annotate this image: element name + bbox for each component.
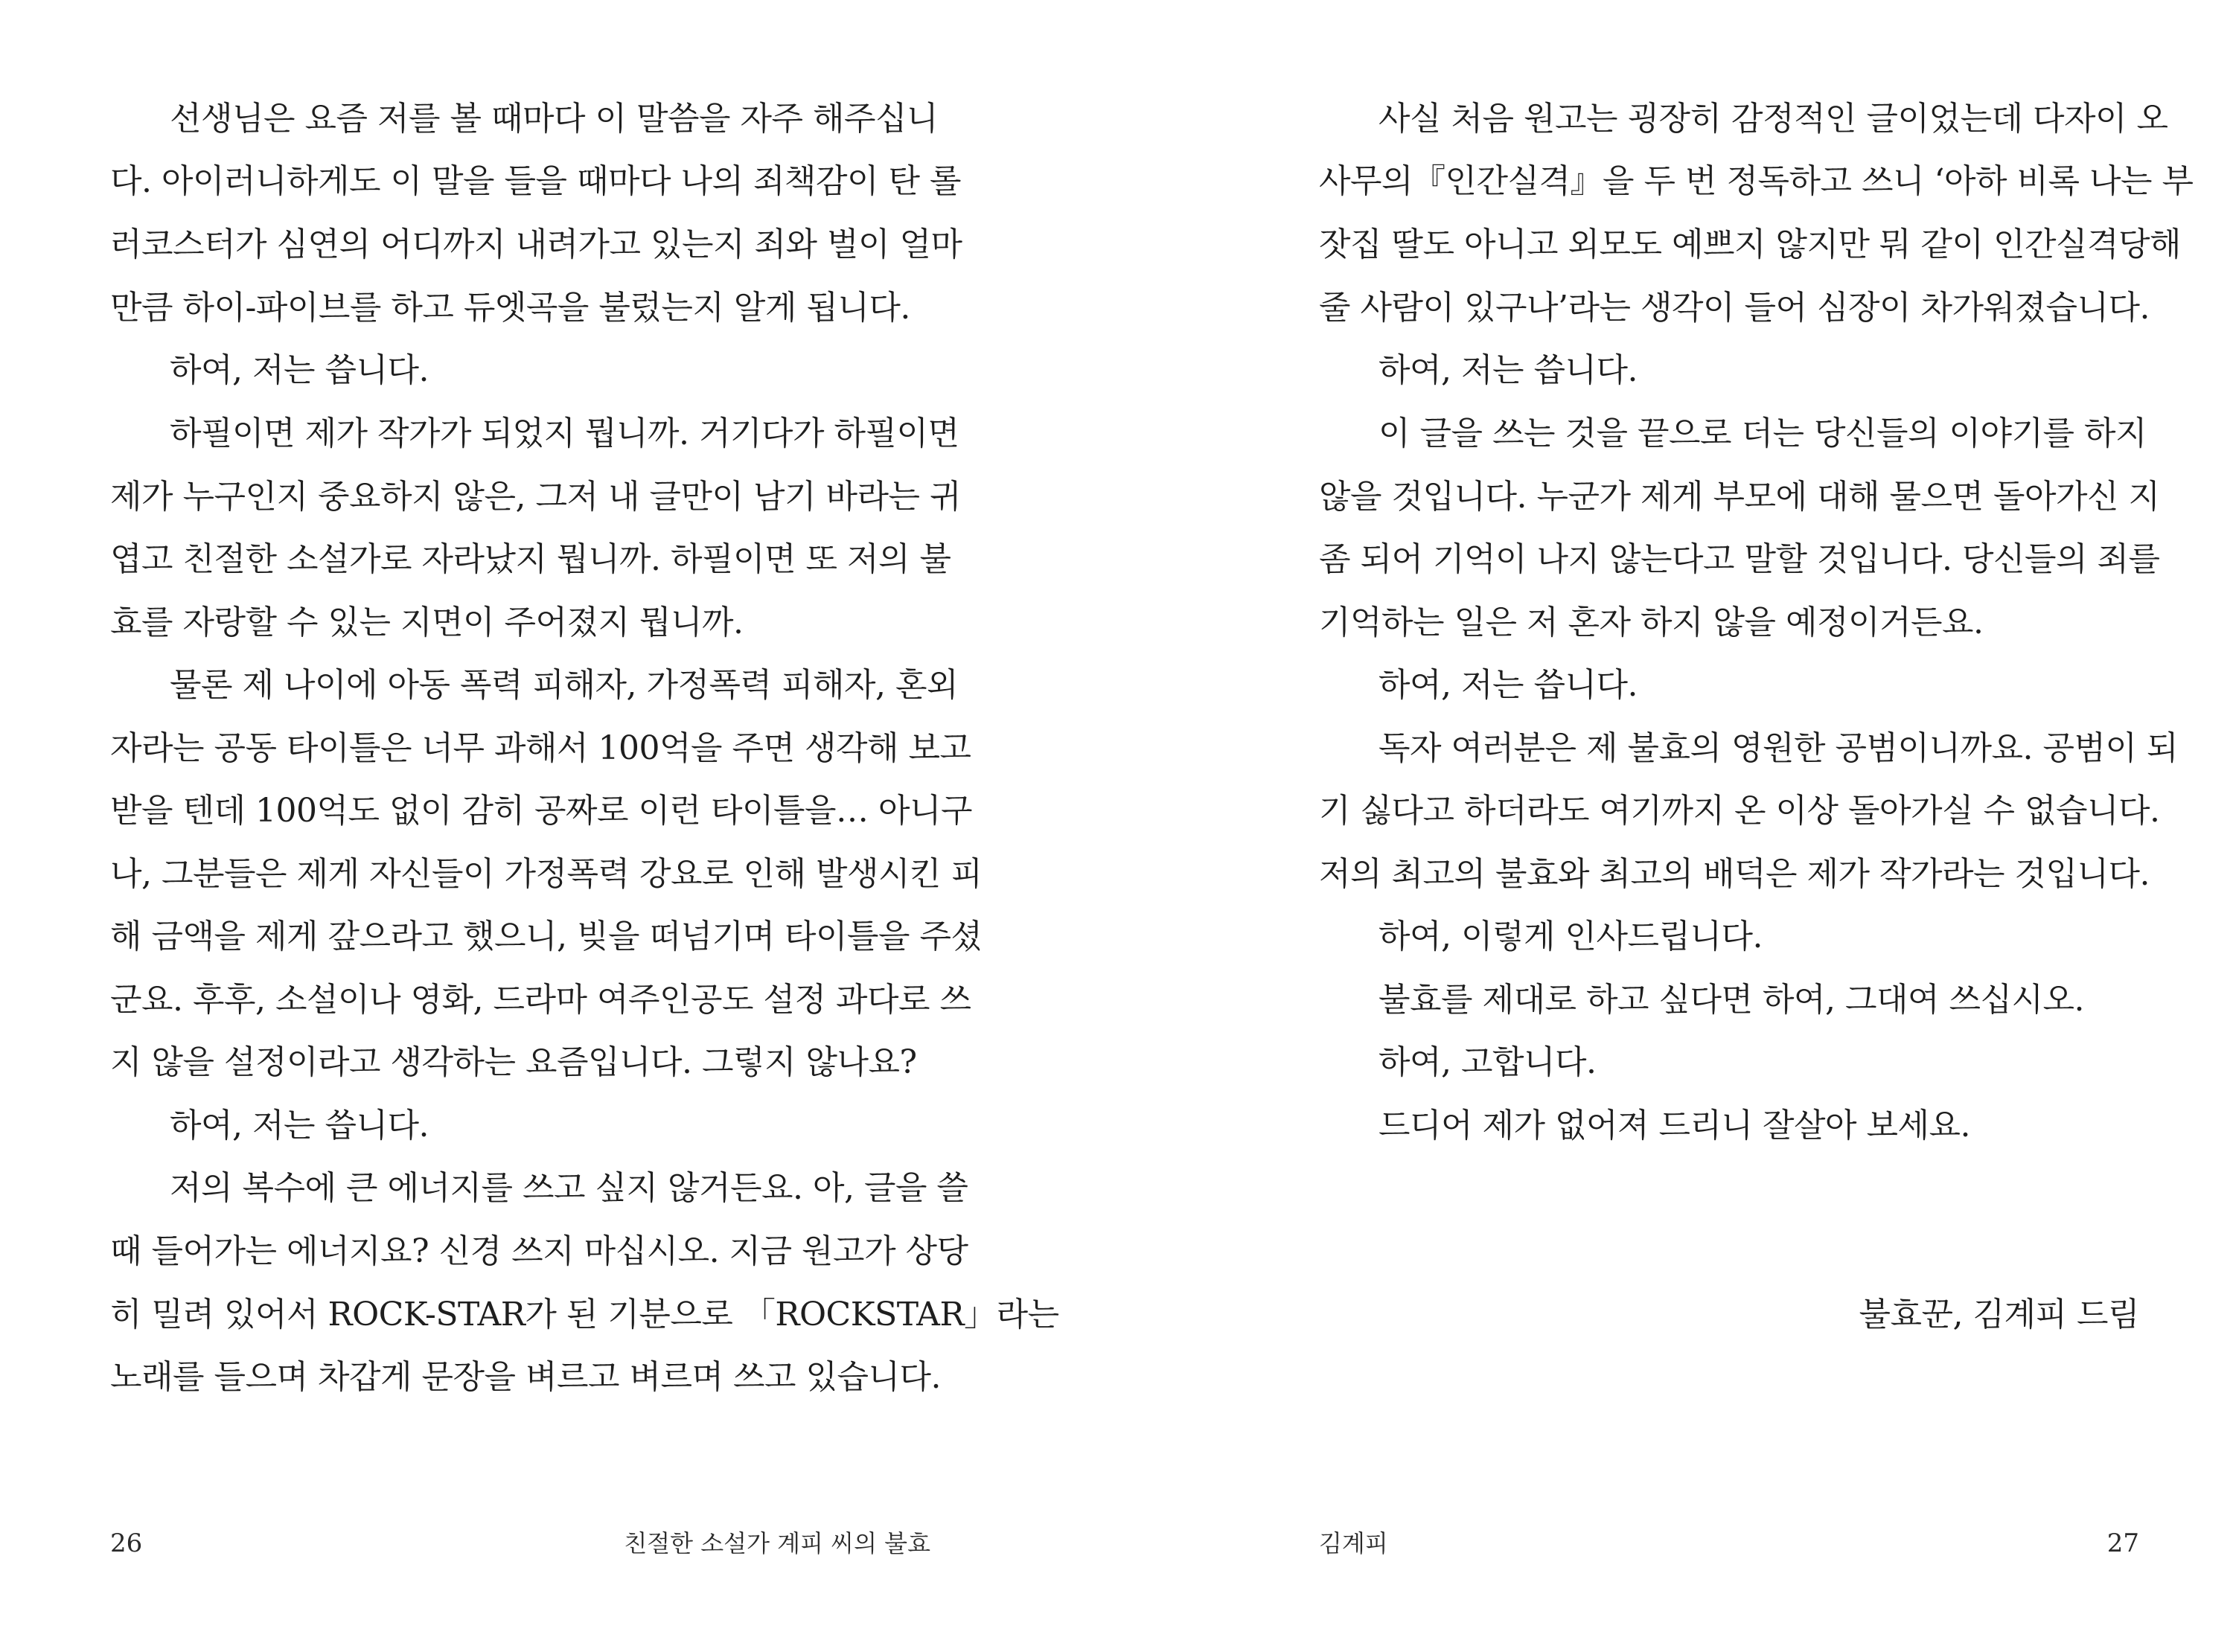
body-line: 않을 것입니다. 누군가 제게 부모에 대해 물으면 돌아가신 지 xyxy=(1319,478,2160,516)
body-line: 군요. 후후, 소설이나 영화, 드라마 여주인공도 설정 과다로 쓰 xyxy=(110,981,971,1019)
body-line: 만큼 하이-파이브를 하고 듀엣곡을 불렀는지 알게 됩니다. xyxy=(110,289,910,327)
body-line: 하여, 저는 씁니다. xyxy=(170,351,429,389)
body-line: 노래를 들으며 차갑게 문장을 벼르고 벼르며 쓰고 있습니다. xyxy=(110,1358,941,1396)
body-line: 기억하는 일은 저 혼자 하지 않을 예정이거든요. xyxy=(1319,604,1984,641)
body-line: 선생님은 요즘 저를 볼 때마다 이 말씀을 자주 해주십니 xyxy=(170,100,938,138)
body-line: 하여, 이렇게 인사드립니다. xyxy=(1379,918,1763,955)
body-line: 드디어 제가 없어져 드리니 잘살아 보세요. xyxy=(1379,1107,1970,1144)
page-number: 26 xyxy=(110,1528,143,1558)
right-page xyxy=(1116,0,2233,1652)
body-line: 러코스터가 심연의 어디까지 내려가고 있는지 죄와 벌이 얼마 xyxy=(110,225,962,263)
running-author: 김계피 xyxy=(1319,1529,1388,1557)
body-line: 불효를 제대로 하고 싶다면 하여, 그대여 쓰십시오. xyxy=(1379,981,2084,1019)
body-line: 받을 텐데 100억도 없이 감히 공짜로 이런 타이틀을… 아니구 xyxy=(110,792,972,830)
body-line: 줄 사람이 있구나’라는 생각이 들어 심장이 차가워졌습니다. xyxy=(1319,289,2150,327)
body-line: 지 않을 설정이라고 생각하는 요즘입니다. 그렇지 않나요? xyxy=(110,1043,917,1081)
body-line: 효를 자랑할 수 있는 지면이 주어졌지 뭡니까. xyxy=(110,604,744,641)
body-line: 사실 처음 원고는 굉장히 감정적인 글이었는데 다자이 오 xyxy=(1379,100,2168,138)
body-line: 히 밀려 있어서 ROCK-STAR가 된 기분으로 「ROCKSTAR」라는 xyxy=(110,1296,1059,1334)
left-page xyxy=(0,0,1116,1652)
body-line: 나, 그분들은 제게 자신들이 가정폭력 강요로 인해 발생시킨 피 xyxy=(110,855,983,893)
running-title: 친절한 소설가 계피 씨의 불효 xyxy=(624,1529,930,1557)
signature: 불효꾼, 김계피 드림 xyxy=(1859,1296,2139,1334)
body-line: 물론 제 나이에 아동 폭력 피해자, 가정폭력 피해자, 혼외 xyxy=(170,666,958,704)
body-line: 하여, 저는 씁니다. xyxy=(170,1107,429,1144)
body-line: 제가 누구인지 중요하지 않은, 그저 내 글만이 남기 바라는 귀 xyxy=(110,478,961,516)
body-line: 독자 여러분은 제 불효의 영원한 공범이니까요. 공범이 되 xyxy=(1379,729,2178,767)
body-line: 좀 되어 기억이 나지 않는다고 말할 것입니다. 당신들의 죄를 xyxy=(1319,540,2160,578)
body-line: 때 들어가는 에너지요? 신경 쓰지 마십시오. 지금 원고가 상당 xyxy=(110,1232,968,1270)
body-line: 저의 복수에 큰 에너지를 쓰고 싶지 않거든요. 아, 글을 쓸 xyxy=(170,1169,968,1207)
body-line: 사무의『인간실격』을 두 번 정독하고 쓰니 ‘아하 비록 나는 부 xyxy=(1319,162,2194,200)
body-line: 엽고 친절한 소설가로 자라났지 뭡니까. 하필이면 또 저의 불 xyxy=(110,540,951,578)
body-line: 자라는 공동 타이틀은 너무 과해서 100억을 주면 생각해 보고 xyxy=(110,729,971,767)
body-line: 기 싫다고 하더라도 여기까지 온 이상 돌아가실 수 없습니다. xyxy=(1319,792,2160,830)
body-line: 해 금액을 제게 갚으라고 했으니, 빚을 떠넘기며 타이틀을 주셨 xyxy=(110,918,983,955)
body-line: 잣집 딸도 아니고 외모도 예쁘지 않지만 뭐 같이 인간실격당해 xyxy=(1319,225,2181,263)
body-line: 하필이면 제가 작가가 되었지 뭡니까. 거기다가 하필이면 xyxy=(170,414,959,452)
body-line: 하여, 고합니다. xyxy=(1379,1043,1597,1081)
page-number: 27 xyxy=(2106,1528,2139,1558)
body-line: 저의 최고의 불효와 최고의 배덕은 제가 작가라는 것입니다. xyxy=(1319,855,2150,893)
body-line: 하여, 저는 씁니다. xyxy=(1379,351,1638,389)
body-line: 하여, 저는 씁니다. xyxy=(1379,666,1638,704)
body-line: 다. 아이러니하게도 이 말을 들을 때마다 나의 죄책감이 탄 롤 xyxy=(110,162,961,200)
body-line: 이 글을 쓰는 것을 끝으로 더는 당신들의 이야기를 하지 xyxy=(1379,414,2147,452)
